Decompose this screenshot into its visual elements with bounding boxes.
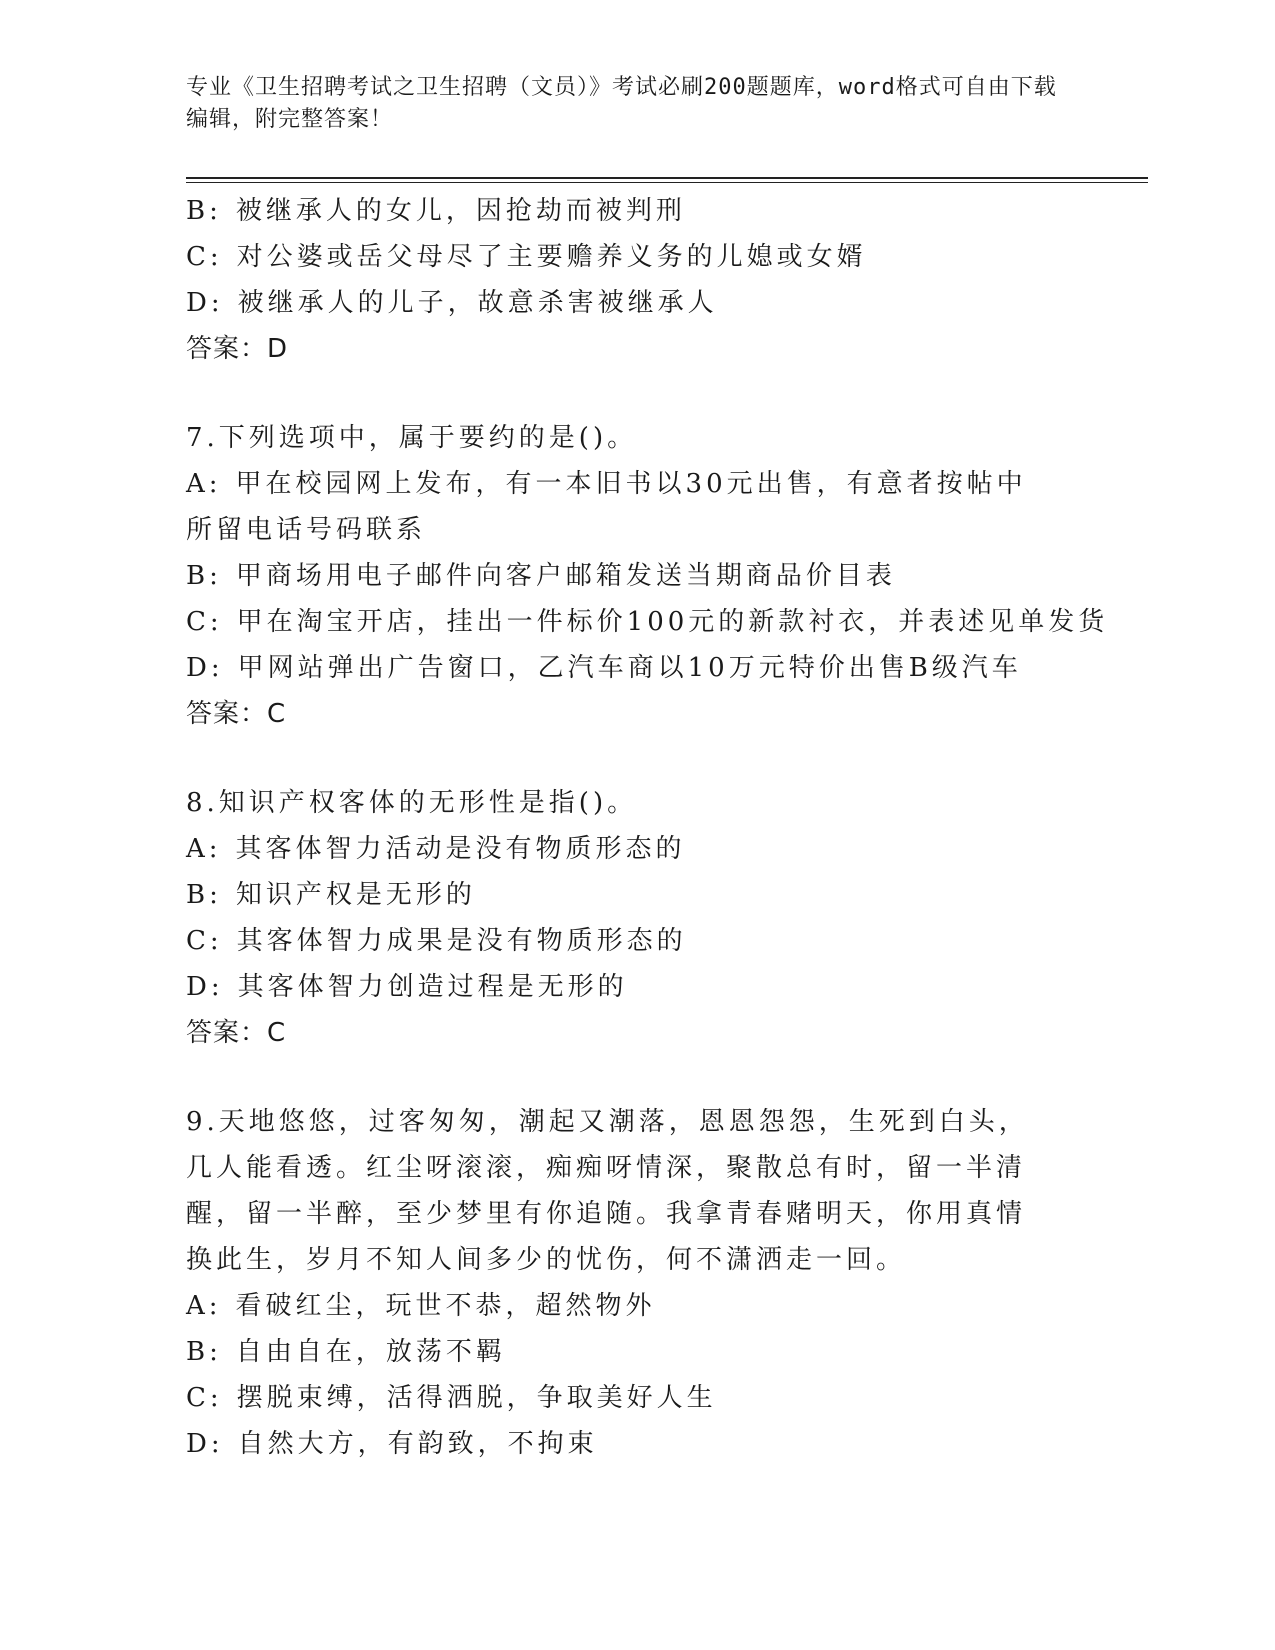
question-stem-7: 7.下列选项中，属于要约的是()。 xyxy=(186,423,638,453)
option-b: B: 知识产权是无形的 xyxy=(186,880,476,910)
question-content xyxy=(186,188,1109,1467)
option-b: B: 自由自在，放荡不羁 xyxy=(186,1337,506,1367)
answer-line: 答案：D xyxy=(186,334,289,364)
page-header: 专业《卫生招聘考试之卫生招聘（文员）》考试必刷200题题库，word格式可自由下载编辑，附完整答案！ xyxy=(186,75,1057,132)
option-c: C: 其客体智力成果是没有物质形态的 xyxy=(186,926,687,956)
option-d: D: 被继承人的儿子，故意杀害被继承人 xyxy=(186,288,718,318)
question-stem-8: 8.知识产权客体的无形性是指()。 xyxy=(186,788,638,818)
option-b: B: 被继承人的女儿，因抢劫而被判刑 xyxy=(186,196,686,226)
header-rule-thick xyxy=(186,177,1148,179)
option-d: D: 自然大方，有韵致，不拘束 xyxy=(186,1429,598,1459)
option-c: C: 对公婆或岳父母尽了主要赡养义务的儿媳或女婿 xyxy=(186,242,867,272)
answer-line: 答案：C xyxy=(186,1018,287,1048)
option-a: A: 甲在校园网上发布，有一本旧书以30元出售，有意者按帖中所留电话号码联系 xyxy=(186,469,1027,545)
question-stem-9: 9.天地悠悠，过客匆匆，潮起又潮落，恩恩怨怨，生死到白头，几人能看透。红尘呀滚滚，痴痴呀情深，聚散总有时，留一半清醒，留一半醉，至少梦里有你追随。我拿青春赌明天，你用真情换此生，岁月不知人间多少的忧伤，何不潇洒走一回。 xyxy=(186,1107,1029,1275)
option-c: C: 甲在淘宝开店，挂出一件标价100元的新款衬衣，并表述见单发货 xyxy=(186,607,1109,637)
option-d: D: 甲网站弹出广告窗口，乙汽车商以10万元特价出售B级汽车 xyxy=(186,653,1022,683)
option-a: A: 其客体智力活动是没有物质形态的 xyxy=(186,834,686,864)
option-d: D: 其客体智力创造过程是无形的 xyxy=(186,972,628,1002)
header-rule-thin xyxy=(186,182,1148,183)
option-a: A: 看破红尘，玩世不恭，超然物外 xyxy=(186,1291,656,1321)
answer-line: 答案：C xyxy=(186,699,287,729)
option-c: C: 摆脱束缚，活得洒脱，争取美好人生 xyxy=(186,1383,717,1413)
option-b: B: 甲商场用电子邮件向客户邮箱发送当期商品价目表 xyxy=(186,561,896,591)
